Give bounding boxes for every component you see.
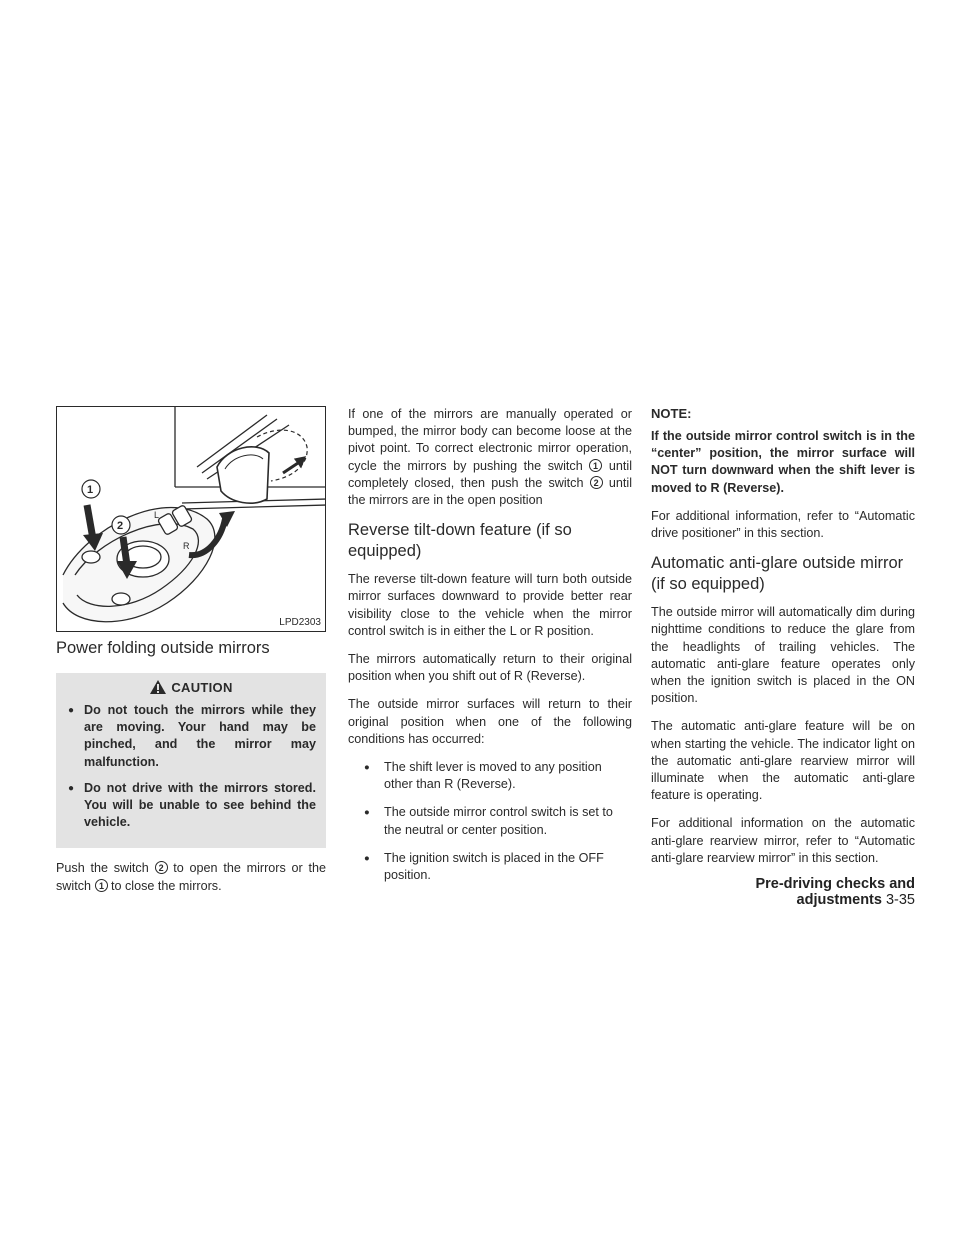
switch-panel <box>63 505 215 622</box>
figure-code: LPD2303 <box>279 617 321 628</box>
manual-text-b: until completely closed, then push the switch <box>348 458 632 490</box>
page-number: 3-35 <box>885 892 915 908</box>
caution-box <box>56 673 326 848</box>
ref-2-icon <box>590 476 603 489</box>
switch-letter-l: L <box>154 510 160 520</box>
column-2 <box>348 406 632 895</box>
manual-text-a: If one of the mirrors are manually operated or bumped, the mirror body can become loose at the pivot point. To correct electronic mirror operation, cycle the mirrors by pushing the switch <box>348 407 632 473</box>
switch-letter-r: R <box>183 541 190 551</box>
mirror-switch-illustration <box>56 406 326 632</box>
anti-glare-paragraph-3: For additional information on the automatic anti-glare rearview mirror, refer to “Automatic anti-glare rearview mirror” in this section. <box>651 816 915 865</box>
ref-1-icon <box>95 879 108 892</box>
caution-item: ● Do not drive with the mirrors stored. You will be unable to see behind the vehicle. <box>66 780 316 832</box>
caution-label: CAUTION <box>171 679 233 695</box>
column-1 <box>56 406 326 906</box>
callout-1-label: 1 <box>87 484 94 496</box>
note-label: NOTE: <box>651 406 692 421</box>
column-3 <box>651 406 915 878</box>
illustration-drawing <box>57 407 326 632</box>
ref-2-icon <box>155 861 168 874</box>
reverse-tilt-paragraph-3: The outside mirror surfaces will return to their original position when one of the following conditions has occurred: <box>348 697 632 746</box>
caution-heading <box>66 679 316 695</box>
svg-text:1: 1 <box>593 460 599 471</box>
svg-text:1: 1 <box>98 880 104 891</box>
section-title-power-folding: Power folding outside mirrors <box>56 639 270 657</box>
chapter-title: Pre-driving checks and adjustments <box>755 876 915 908</box>
caution-list <box>66 702 316 831</box>
caution-item: ● Do not touch the mirrors while they are moving. Your hand may be pinched, and the mirror may malfunction. <box>66 702 316 771</box>
push-switch-paragraph <box>56 860 326 894</box>
manual-text-c: until the mirrors are in the open position <box>348 475 633 508</box>
page-footer <box>651 876 915 908</box>
svg-text:2: 2 <box>593 477 599 488</box>
manual-operation-paragraph <box>348 406 632 509</box>
svg-text:2: 2 <box>158 863 164 874</box>
list-item: ● The ignition switch is placed in the OFF position. <box>372 850 632 884</box>
ref-1-icon <box>589 459 602 472</box>
mirror-inset <box>175 407 326 509</box>
note-body: If the outside mirror control switch is in the “center” position, the mirror surface will NOT turn downward when the shift lever is moved to R (Reverse). <box>651 429 915 495</box>
list-item: ● The shift lever is moved to any position other than R (Reverse). <box>372 759 632 793</box>
return-conditions-list <box>348 759 632 884</box>
section-title-anti-glare: Automatic anti-glare outside mirror (if so equipped) <box>651 554 904 594</box>
list-item: ● The outside mirror control switch is set to the neutral or center position. <box>372 804 632 838</box>
reverse-tilt-paragraph-2: The mirrors automatically return to their original position when you shift out of R (Reverse). <box>348 652 632 684</box>
warning-triangle-icon <box>149 679 167 695</box>
anti-glare-paragraph-2: The automatic anti-glare feature will be on when starting the vehicle. The indicator light on the automatic anti-glare rearview mirror will illuminate when the automatic anti-glare feature is operating. <box>651 719 915 803</box>
push-text-c: to close the mirrors. <box>111 878 222 893</box>
reverse-tilt-paragraph-1: The reverse tilt-down feature will turn both outside mirror surfaces downward to provide better rear visibility close to the vehicle when the mirror control switch is in either the L or R position. <box>348 572 632 638</box>
callout-2-label: 2 <box>117 520 124 532</box>
section-title-reverse-tilt: Reverse tilt-down feature (if so equipped) <box>348 521 572 561</box>
anti-glare-paragraph-1: The outside mirror will automatically dim during nighttime conditions to reduce the glare from the headlights of trailing vehicles. The automatic anti-glare feature operates only when the ignition switch is placed in the ON position. <box>651 605 915 706</box>
push-text-b: to open the mirrors or the switch <box>56 861 326 893</box>
push-text-a: Push the switch <box>56 861 149 876</box>
auto-drive-reference: For additional information, refer to “Automatic drive positioner” in this section. <box>651 508 915 541</box>
